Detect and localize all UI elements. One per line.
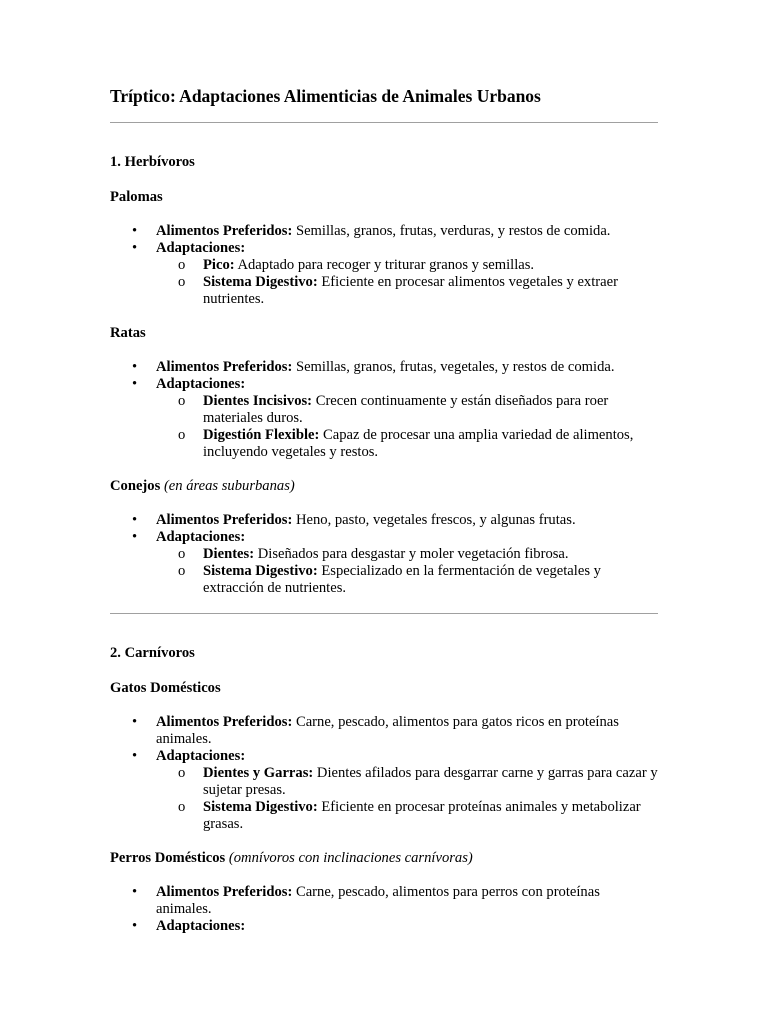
- item-label: Adaptaciones:: [156, 376, 246, 392]
- list-item: [156, 918, 658, 935]
- item-text: Eficiente en procesar proteínas animales y metabolizar grasas.: [203, 799, 641, 832]
- item-text: Semillas, granos, frutas, verduras, y restos de comida.: [292, 223, 611, 239]
- list-item: [156, 512, 658, 529]
- item-label: Alimentos Preferidos:: [156, 223, 293, 239]
- section-heading-herbivoros: 1. Herbívoros: [110, 154, 195, 170]
- animal-name: Palomas: [110, 189, 163, 205]
- sub-list-item: [203, 799, 658, 833]
- item-text: Heno, pasto, vegetales frescos, y algunas frutas.: [292, 512, 576, 528]
- sub-list-item: [203, 765, 658, 799]
- item-text: Eficiente en procesar alimentos vegetales y extraer nutrientes.: [203, 274, 618, 307]
- sub-list-item: [203, 393, 658, 427]
- item-label: Dientes:: [203, 546, 255, 562]
- list-item: [156, 223, 658, 240]
- item-label: Adaptaciones:: [156, 748, 246, 764]
- item-label: Adaptaciones:: [156, 918, 246, 934]
- item-label: Dientes y Garras:: [203, 765, 314, 781]
- item-label: Alimentos Preferidos:: [156, 714, 293, 730]
- item-text: Especializado en la fermentación de vegetales y extracción de nutrientes.: [203, 563, 601, 596]
- item-label: Sistema Digestivo:: [203, 274, 318, 290]
- animal-heading-gatos: [110, 680, 658, 697]
- sub-list-item: [203, 274, 658, 308]
- item-text: Adaptado para recoger y triturar granos y semillas.: [234, 257, 535, 273]
- list-item: [156, 359, 658, 376]
- animal-name: Perros Domésticos: [110, 850, 226, 866]
- item-text: Carne, pescado, alimentos para perros con proteínas animales.: [156, 884, 600, 917]
- item-label: Dientes Incisivos:: [203, 393, 313, 409]
- document-title: Tríptico: Adaptaciones Alimenticias de Animales Urbanos: [110, 86, 541, 106]
- animal-heading-conejos: [110, 478, 658, 495]
- adaptations-list: [156, 393, 658, 461]
- item-label: Alimentos Preferidos:: [156, 359, 293, 375]
- section-heading-carnivoros: 2. Carnívoros: [110, 645, 195, 661]
- animal-details-gatos: [110, 714, 658, 833]
- adaptations-list: [156, 765, 658, 833]
- item-text: Semillas, granos, frutas, vegetales, y restos de comida.: [292, 359, 615, 375]
- item-text: Crecen continuamente y están diseñados para roer materiales duros.: [203, 393, 609, 426]
- animal-details-perros: [110, 884, 658, 935]
- item-label: Adaptaciones:: [156, 240, 246, 256]
- animal-note: (en áreas suburbanas): [163, 478, 295, 494]
- list-item: [156, 714, 658, 748]
- sub-list-item: [203, 427, 658, 461]
- item-label: Sistema Digestivo:: [203, 799, 318, 815]
- item-text: Diseñados para desgastar y moler vegetación fibrosa.: [254, 546, 569, 562]
- sub-list-item: [203, 546, 658, 563]
- animal-details-ratas: [110, 359, 658, 461]
- animal-note: (omnívoros con inclinaciones carnívoras): [228, 850, 473, 866]
- animal-name: Ratas: [110, 325, 146, 341]
- animal-heading-palomas: [110, 189, 658, 206]
- adaptations-list: [156, 546, 658, 597]
- adaptations-list: [156, 257, 658, 308]
- item-text: Capaz de procesar una amplia variedad de alimentos, incluyendo vegetales y restos.: [203, 427, 634, 460]
- divider: [110, 122, 658, 123]
- item-label: Alimentos Preferidos:: [156, 884, 293, 900]
- list-item: [156, 748, 658, 833]
- list-item: [156, 376, 658, 461]
- item-text: Carne, pescado, alimentos para gatos ricos en proteínas animales.: [156, 714, 619, 747]
- animal-name: Conejos: [110, 478, 161, 494]
- item-label: Digestión Flexible:: [203, 427, 320, 443]
- animal-heading-ratas: [110, 325, 658, 342]
- sub-list-item: [203, 563, 658, 597]
- animal-heading-perros: [110, 850, 658, 867]
- item-label: Pico:: [203, 257, 235, 273]
- item-text: Dientes afilados para desgarrar carne y garras para cazar y sujetar presas.: [203, 765, 658, 798]
- item-label: Alimentos Preferidos:: [156, 512, 293, 528]
- animal-name: Gatos Domésticos: [110, 680, 221, 696]
- divider: [110, 613, 658, 614]
- item-label: Sistema Digestivo:: [203, 563, 318, 579]
- animal-details-conejos: [110, 512, 658, 597]
- list-item: [156, 240, 658, 308]
- sub-list-item: [203, 257, 658, 274]
- list-item: [156, 529, 658, 597]
- item-label: Adaptaciones:: [156, 529, 246, 545]
- list-item: [156, 884, 658, 918]
- animal-details-palomas: [110, 223, 658, 308]
